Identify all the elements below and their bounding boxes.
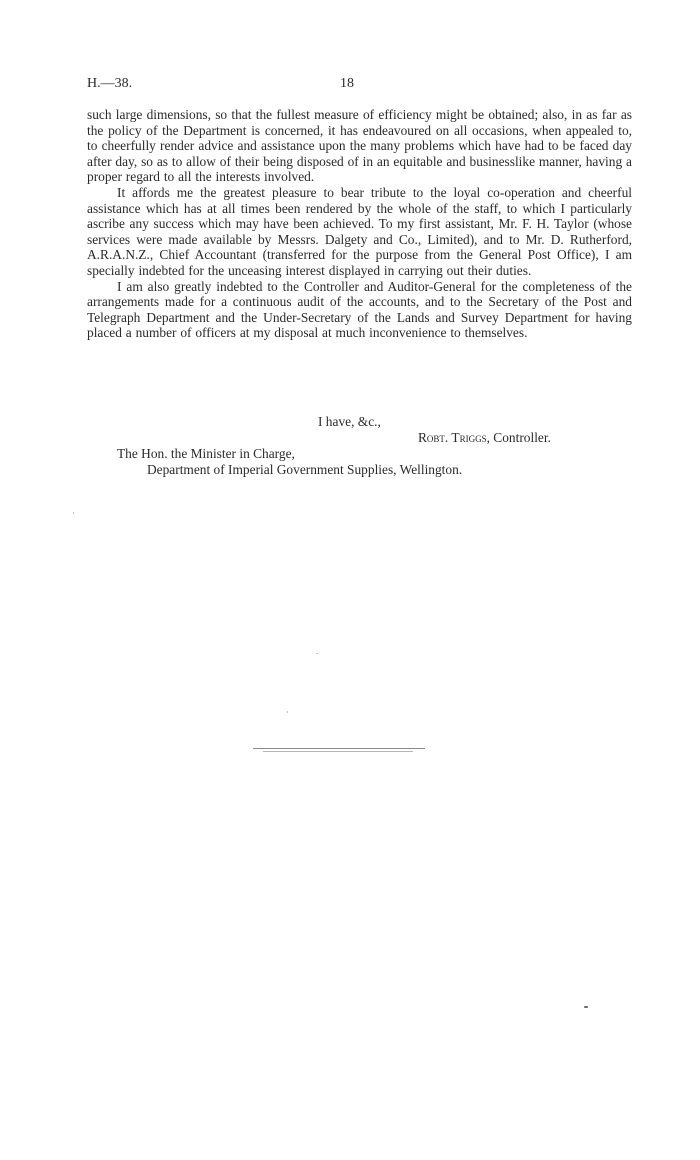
signatory-title: , Controller.	[486, 430, 551, 445]
signature-line	[418, 430, 551, 446]
scan-speck	[316, 653, 318, 654]
addressee-line-1: The Hon. the Minister in Charge,	[117, 446, 295, 461]
page-header	[87, 76, 632, 96]
scan-speck	[584, 1006, 588, 1008]
document-code: H.—38.	[87, 76, 133, 91]
end-rule	[253, 748, 425, 752]
end-rule-upper	[253, 748, 425, 749]
scan-speck	[287, 711, 288, 713]
signatory-name: Robt. Triggs	[418, 430, 487, 445]
letter-body	[87, 107, 632, 341]
end-rule-lower	[263, 751, 413, 752]
closing-salutation: I have, &c.,	[318, 414, 381, 429]
addressee-line-2: Department of Imperial Government Supplies, Wellington.	[147, 462, 463, 477]
paragraph-3: I am also greatly indebted to the Controller and Auditor-General for the completeness of the arrangements made for a continuous audit of the accounts, and to the Secretary of the Post and Telegraph Department and the Under-Secretary of the Lands and Survey Department for having placed a number of officers at my disposal at much inconvenience to themselves.	[87, 278, 632, 341]
scan-speck	[73, 512, 74, 514]
page-number: 18	[340, 76, 354, 91]
paragraph-2: It affords me the greatest pleasure to bear tribute to the loyal co-operation and cheerful assistance which has at all times been rendered by the whole of the staff, to which I particularly ascribe any success which may have been achieved. To my first assistant, Mr. F. H. Taylor (whose services were made available by Messrs. Dalgety and Co., Limited), and to Mr. D. Rutherford, A.R.A.N.Z., Chief Accountant (transferred for the purpose from the General Post Office), I am specially indebted for the unceasing interest displayed in carrying out their duties.	[87, 184, 632, 278]
paragraph-1: such large dimensions, so that the fullest measure of efficiency might be obtained; also, in as far as the policy of the Department is concerned, it has endeavoured on all occasions, when appealed to, to cheerfully render advice and assistance upon the many problems which have had to be faced day after day, so as to allow of their being disposed of in an equitable and businesslike manner, having a proper regard to all the interests involved.	[87, 107, 632, 185]
